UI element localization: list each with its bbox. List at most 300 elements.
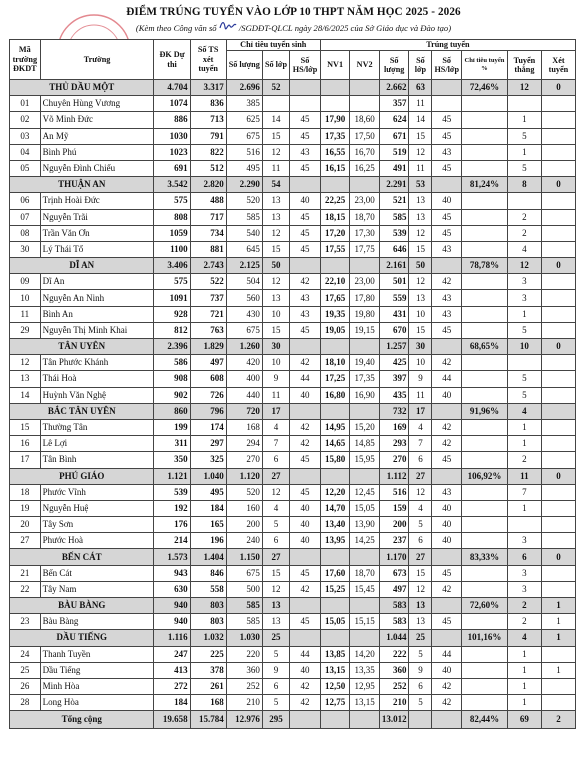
school-code-cell: 08 [10,225,41,241]
school-name-cell: DĨ AN [10,258,154,274]
admitted-per-class-cell [432,403,462,419]
quota-per-class-cell: 45 [290,225,321,241]
admitted-count-cell: 200 [379,517,409,533]
quota-percent-cell [461,662,507,678]
review-admission-cell [541,695,575,711]
admitted-per-class-cell: 44 [432,646,462,662]
school-name-cell: TÂN UYÊN [10,339,154,355]
registered-cell: 886 [154,112,190,128]
score-nv1-cell: 17,20 [320,225,350,241]
quota-per-class-cell [290,711,321,729]
admitted-classes-cell: 12 [409,484,432,500]
direct-admission-cell: 1 [507,695,541,711]
header-direct-admission: Tuyển thẳng [507,51,541,80]
direct-admission-cell: 2 [507,452,541,468]
table-row [10,662,576,678]
table-row [10,96,576,112]
review-admission-cell [541,144,575,160]
quota-percent-cell [461,241,507,257]
school-name-cell: Bàu Bàng [40,614,154,630]
admitted-count-cell: 583 [379,614,409,630]
registered-cell: 311 [154,436,190,452]
direct-admission-cell: 2 [507,598,541,614]
school-code-cell: 13 [10,371,41,387]
review-admission-cell [541,306,575,322]
score-nv2-cell [350,711,380,729]
review-admission-cell: 0 [541,258,575,274]
score-nv2-cell: 14,25 [350,533,380,549]
score-nv2-cell [350,339,380,355]
admitted-count-cell: 521 [379,193,409,209]
school-code-cell: 24 [10,646,41,662]
admitted-classes-cell: 9 [409,371,432,387]
quota-count-cell: 210 [226,695,262,711]
score-nv2-cell: 19,40 [350,355,380,371]
admitted-per-class-cell [432,339,462,355]
school-name-cell: Tây Sơn [40,517,154,533]
district-group-row [10,339,576,355]
school-name-cell: Thường Tân [40,419,154,435]
quota-percent-cell [461,581,507,597]
review-admission-cell [541,678,575,694]
admitted-per-class-cell: 45 [432,209,462,225]
candidates-cell: 522 [190,274,226,290]
admitted-classes-cell: 6 [409,533,432,549]
admitted-classes-cell: 15 [409,241,432,257]
quota-percent-cell [461,112,507,128]
candidates-cell: 196 [190,533,226,549]
quota-count-cell: 645 [226,241,262,257]
school-name-cell: Thanh Tuyền [40,646,154,662]
quota-classes-cell: 13 [262,614,289,630]
admitted-per-class-cell [432,177,462,193]
table-row [10,500,576,516]
candidates-cell: 737 [190,290,226,306]
admission-scores-table [9,39,576,729]
review-admission-cell [541,290,575,306]
score-nv1-cell: 15,25 [320,581,350,597]
quota-classes-cell: 50 [262,258,289,274]
admitted-classes-cell: 10 [409,306,432,322]
review-admission-cell [541,452,575,468]
quota-count-cell: 495 [226,160,262,176]
district-group-row [10,80,576,96]
score-nv1-cell: 13,15 [320,662,350,678]
quota-count-cell: 420 [226,355,262,371]
quota-percent-cell [461,614,507,630]
direct-admission-cell: 69 [507,711,541,729]
candidates-cell: 495 [190,484,226,500]
school-code-cell: 01 [10,96,41,112]
review-admission-cell: 0 [541,80,575,96]
registered-cell: 539 [154,484,190,500]
admitted-count-cell: 491 [379,160,409,176]
review-admission-cell [541,500,575,516]
school-name-cell: Tây Nam [40,581,154,597]
registered-cell: 928 [154,306,190,322]
score-nv1-cell: 17,55 [320,241,350,257]
direct-admission-cell: 1 [507,646,541,662]
school-name-cell: Nguyễn Huệ [40,500,154,516]
district-group-row [10,177,576,193]
review-admission-cell: 0 [541,468,575,484]
school-name-cell: Nguyễn Thị Minh Khai [40,322,154,338]
quota-count-cell: 2.696 [226,80,262,96]
direct-admission-cell: 7 [507,484,541,500]
school-code-cell: 12 [10,355,41,371]
admitted-classes-cell: 6 [409,452,432,468]
table-body [10,80,576,729]
quota-count-cell: 200 [226,517,262,533]
registered-cell: 350 [154,452,190,468]
admitted-classes-cell: 11 [409,387,432,403]
total-row [10,711,576,729]
candidates-cell: 717 [190,209,226,225]
quota-classes-cell [262,96,289,112]
subtitle-before: (Kèm theo Công văn số [135,23,217,33]
quota-count-cell: 1.150 [226,549,262,565]
score-nv2-cell [350,177,380,193]
score-nv2-cell: 18,70 [350,209,380,225]
quota-classes-cell: 14 [262,112,289,128]
table-row [10,436,576,452]
admitted-classes-cell: 27 [409,468,432,484]
header-quota-percent: Chỉ tiêu tuyển % [461,51,507,80]
quota-per-class-cell: 43 [290,144,321,160]
quota-per-class-cell: 40 [290,387,321,403]
school-name-cell: Thái Hoà [40,371,154,387]
quota-per-class-cell: 42 [290,436,321,452]
review-admission-cell [541,403,575,419]
registered-cell: 4.704 [154,80,190,96]
quota-percent-cell [461,484,507,500]
school-code-cell: 17 [10,452,41,468]
review-admission-cell: 1 [541,598,575,614]
quota-per-class-cell: 45 [290,128,321,144]
district-group-row [10,549,576,565]
quota-percent-cell [461,193,507,209]
quota-count-cell: 270 [226,452,262,468]
school-name-cell: Bến Cát [40,565,154,581]
score-nv1-cell: 16,55 [320,144,350,160]
quota-per-class-cell: 43 [290,306,321,322]
quota-per-class-cell: 45 [290,614,321,630]
admitted-classes-cell: 4 [409,500,432,516]
quota-per-class-cell: 42 [290,274,321,290]
admitted-classes-cell: 15 [409,565,432,581]
review-admission-cell [541,96,575,112]
admitted-classes-cell: 25 [409,630,432,646]
admitted-per-class-cell [432,598,462,614]
registered-cell: 3.406 [154,258,190,274]
quota-count-cell: 400 [226,371,262,387]
admitted-per-class-cell: 44 [432,371,462,387]
candidates-cell: 1.032 [190,630,226,646]
candidates-cell: 713 [190,112,226,128]
score-nv2-cell [350,258,380,274]
admitted-classes-cell: 12 [409,581,432,597]
admitted-classes-cell: 11 [409,160,432,176]
score-nv1-cell: 13,40 [320,517,350,533]
district-group-row [10,258,576,274]
table-row [10,290,576,306]
table-row [10,241,576,257]
direct-admission-cell: 1 [507,112,541,128]
score-nv2-cell [350,598,380,614]
school-code-cell: 27 [10,533,41,549]
admitted-per-class-cell: 43 [432,241,462,257]
quota-percent-cell: 82,44% [461,711,507,729]
review-admission-cell [541,193,575,209]
admitted-per-class-cell [432,258,462,274]
quota-percent-cell [461,160,507,176]
document-subtitle [0,20,587,33]
school-name-cell: DẦU TIẾNG [10,630,154,646]
score-nv2-cell [350,80,380,96]
direct-admission-cell: 1 [507,144,541,160]
registered-cell: 413 [154,662,190,678]
registered-cell: 575 [154,274,190,290]
review-admission-cell [541,274,575,290]
direct-admission-cell: 3 [507,581,541,597]
header-admitted-count: Số lượng [379,51,409,80]
quota-per-class-cell [290,258,321,274]
school-code-cell: 16 [10,436,41,452]
admitted-count-cell: 1.170 [379,549,409,565]
table-row [10,225,576,241]
quota-count-cell: 500 [226,581,262,597]
score-nv1-cell: 18,15 [320,209,350,225]
admitted-classes-cell: 12 [409,274,432,290]
score-nv2-cell: 18,60 [350,112,380,128]
registered-cell: 1030 [154,128,190,144]
admitted-classes-cell: 7 [409,436,432,452]
admitted-per-class-cell: 42 [432,274,462,290]
admitted-classes-cell: 6 [409,678,432,694]
quota-percent-cell: 68,65% [461,339,507,355]
table-row [10,517,576,533]
candidates-cell: 488 [190,193,226,209]
quota-classes-cell: 12 [262,225,289,241]
school-name-cell: Long Hòa [40,695,154,711]
direct-admission-cell: 1 [507,436,541,452]
quota-percent-cell [461,225,507,241]
quota-per-class-cell [290,403,321,419]
admitted-classes-cell: 5 [409,517,432,533]
score-nv2-cell: 13,90 [350,517,380,533]
candidates-cell: 846 [190,565,226,581]
score-nv2-cell: 15,95 [350,452,380,468]
candidates-cell: 497 [190,355,226,371]
score-nv2-cell: 15,45 [350,581,380,597]
quota-per-class-cell: 45 [290,484,321,500]
admitted-count-cell: 222 [379,646,409,662]
school-code-cell: 19 [10,500,41,516]
direct-admission-cell: 3 [507,274,541,290]
review-admission-cell [541,419,575,435]
quota-count-cell: 520 [226,193,262,209]
admitted-count-cell: 252 [379,678,409,694]
direct-admission-cell: 11 [507,468,541,484]
registered-cell: 199 [154,419,190,435]
admitted-per-class-cell: 45 [432,322,462,338]
table-row [10,144,576,160]
table-row [10,355,576,371]
quota-classes-cell: 12 [262,581,289,597]
review-admission-cell: 0 [541,177,575,193]
candidates-cell: 512 [190,160,226,176]
review-admission-cell [541,355,575,371]
candidates-cell: 325 [190,452,226,468]
quota-percent-cell [461,387,507,403]
table-row [10,306,576,322]
quota-classes-cell: 4 [262,500,289,516]
registered-cell: 940 [154,614,190,630]
admitted-count-cell: 397 [379,371,409,387]
quota-per-class-cell: 45 [290,322,321,338]
review-admission-cell: 2 [541,711,575,729]
quota-count-cell: 294 [226,436,262,452]
registered-cell: 586 [154,355,190,371]
score-nv2-cell: 14,20 [350,646,380,662]
admitted-count-cell: 673 [379,565,409,581]
review-admission-cell: 0 [541,339,575,355]
score-nv2-cell [350,468,380,484]
score-nv1-cell: 17,35 [320,128,350,144]
admitted-per-class-cell: 45 [432,565,462,581]
direct-admission-cell: 12 [507,80,541,96]
admitted-count-cell: 357 [379,96,409,112]
admitted-classes-cell: 27 [409,549,432,565]
score-nv2-cell: 13,35 [350,662,380,678]
direct-admission-cell: 3 [507,533,541,549]
admitted-classes-cell: 12 [409,225,432,241]
header-quota-group: Chỉ tiêu tuyển sinh [226,40,320,51]
header-registered: ĐK Dự thi [154,40,190,80]
admitted-count-cell: 671 [379,128,409,144]
score-nv2-cell: 15,05 [350,500,380,516]
review-admission-cell [541,517,575,533]
quota-per-class-cell: 44 [290,371,321,387]
table-row [10,419,576,435]
score-nv2-cell: 17,30 [350,225,380,241]
admitted-per-class-cell: 45 [432,112,462,128]
registered-cell: 808 [154,209,190,225]
admitted-per-class-cell: 45 [432,225,462,241]
quota-classes-cell: 12 [262,144,289,160]
admitted-classes-cell: 14 [409,112,432,128]
score-nv2-cell: 17,75 [350,241,380,257]
registered-cell: 812 [154,322,190,338]
admitted-count-cell: 2.161 [379,258,409,274]
admitted-classes-cell: 63 [409,80,432,96]
admitted-per-class-cell: 43 [432,144,462,160]
review-admission-cell [541,581,575,597]
review-admission-cell [541,533,575,549]
school-name-cell: Tổng cộng [10,711,154,729]
admitted-count-cell: 585 [379,209,409,225]
registered-cell: 940 [154,598,190,614]
school-code-cell: 15 [10,419,41,435]
score-nv1-cell [320,468,350,484]
school-name-cell: Tân Bình [40,452,154,468]
quota-count-cell: 2.125 [226,258,262,274]
quota-classes-cell: 6 [262,452,289,468]
school-name-cell: BÀU BÀNG [10,598,154,614]
quota-classes-cell: 52 [262,80,289,96]
score-nv1-cell: 16,15 [320,160,350,176]
quota-percent-cell: 101,16% [461,630,507,646]
quota-count-cell: 12.976 [226,711,262,729]
table-row [10,533,576,549]
quota-classes-cell: 5 [262,695,289,711]
quota-per-class-cell: 44 [290,646,321,662]
school-code-cell: 20 [10,517,41,533]
school-name-cell: Nguyễn Trãi [40,209,154,225]
score-nv1-cell: 17,65 [320,290,350,306]
quota-count-cell: 160 [226,500,262,516]
header-candidates: Số TS xét tuyển [190,40,226,80]
admitted-count-cell: 2.662 [379,80,409,96]
score-nv1-cell: 12,75 [320,695,350,711]
score-nv1-cell [320,258,350,274]
quota-classes-cell: 12 [262,274,289,290]
review-admission-cell [541,322,575,338]
review-admission-cell [541,112,575,128]
candidates-cell: 734 [190,225,226,241]
direct-admission-cell [507,193,541,209]
school-code-cell: 26 [10,678,41,694]
quota-count-cell: 516 [226,144,262,160]
registered-cell: 1.116 [154,630,190,646]
table-row [10,678,576,694]
school-name-cell: Lê Lợi [40,436,154,452]
direct-admission-cell: 5 [507,322,541,338]
table-row [10,160,576,176]
registered-cell: 184 [154,695,190,711]
direct-admission-cell: 4 [507,241,541,257]
admitted-classes-cell: 50 [409,258,432,274]
school-name-cell: Trần Văn Ơn [40,225,154,241]
quota-classes-cell: 27 [262,468,289,484]
review-admission-cell [541,225,575,241]
score-nv1-cell [320,711,350,729]
admitted-per-class-cell: 40 [432,517,462,533]
score-nv2-cell [350,403,380,419]
quota-percent-cell [461,128,507,144]
score-nv1-cell: 17,60 [320,565,350,581]
score-nv2-cell: 17,35 [350,371,380,387]
candidates-cell: 791 [190,128,226,144]
registered-cell: 691 [154,160,190,176]
candidates-cell: 2.743 [190,258,226,274]
school-name-cell: BẮC TÂN UYÊN [10,403,154,419]
quota-classes-cell: 13 [262,209,289,225]
direct-admission-cell: 3 [507,290,541,306]
table-row [10,209,576,225]
admitted-per-class-cell [432,80,462,96]
quota-percent-cell [461,274,507,290]
score-nv2-cell: 13,15 [350,695,380,711]
quota-per-class-cell [290,96,321,112]
quota-percent-cell [461,290,507,306]
school-code-cell: 25 [10,662,41,678]
school-name-cell: THUẬN AN [10,177,154,193]
admitted-per-class-cell: 42 [432,436,462,452]
admitted-count-cell: 435 [379,387,409,403]
admitted-per-class-cell: 43 [432,290,462,306]
quota-classes-cell: 5 [262,517,289,533]
